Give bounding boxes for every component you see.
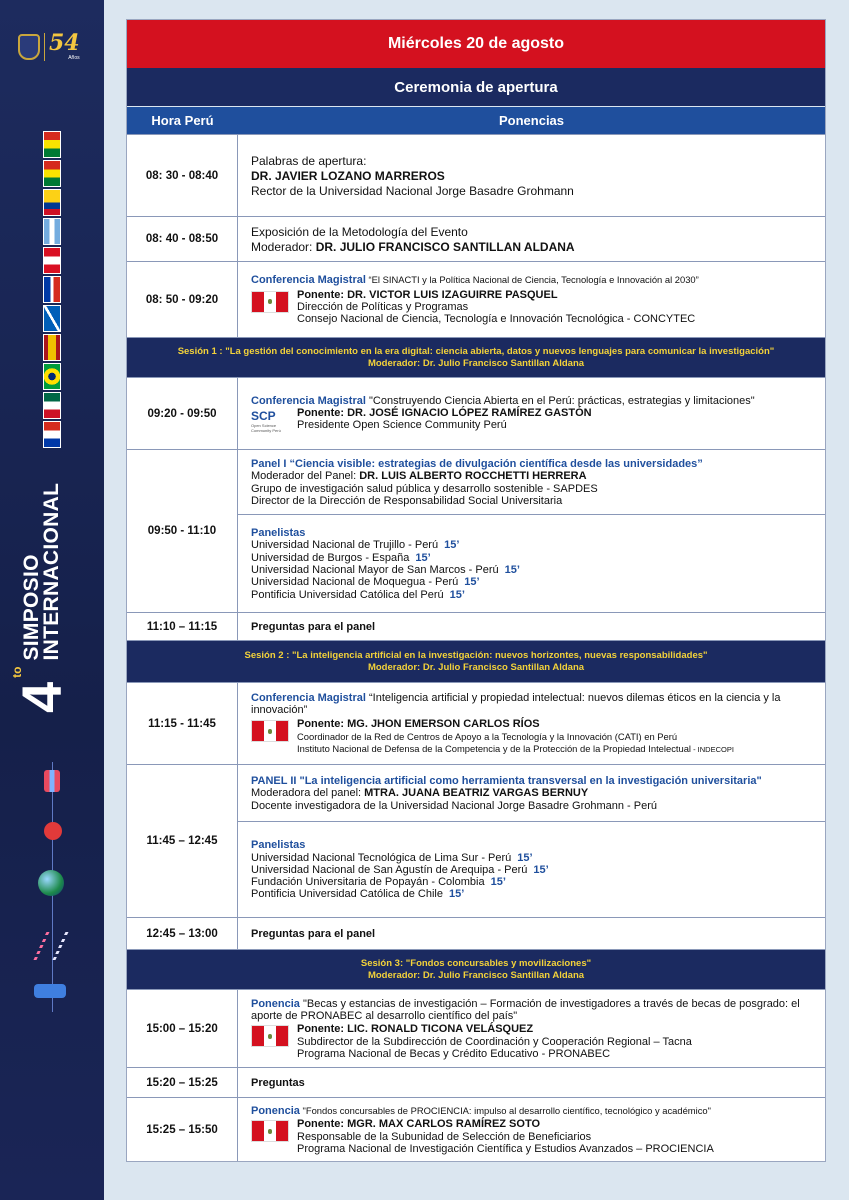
panelists-label: Panelistas: [251, 527, 306, 540]
table-row: [127, 216, 825, 261]
row-content: [238, 378, 825, 449]
talk-type-label: Conferencia Magistral: [251, 394, 366, 407]
title-line-2: INTERNACIONAL: [40, 482, 63, 661]
brazil-flag-icon: [43, 363, 61, 390]
talk-type-label: Conferencia Magistral: [251, 274, 366, 287]
table-row: [127, 1067, 825, 1097]
panelist-name: Pontificia Universidad Católica del Perú: [251, 588, 444, 601]
row-line: Dirección de Políticas y Programas: [297, 301, 469, 313]
row-time: 11:15 - 11:45: [127, 683, 238, 764]
peru-flag-icon: [43, 247, 61, 274]
table-row: [127, 682, 825, 764]
panelist-duration: 15’: [504, 564, 520, 576]
row-content: [238, 217, 825, 261]
talk-type-label: Conferencia Magistral: [251, 691, 366, 704]
flask-icon: [44, 822, 62, 840]
session-title: Sesión 2 : "La inteligencia artificial en la investigación: nuevos horizontes, nuevas responsabilidades": [244, 649, 708, 661]
bolivia-flag-icon: [43, 160, 61, 187]
edition-number: 4: [10, 681, 73, 713]
session-header: [127, 640, 825, 682]
row-line: Presidente Open Science Community Perú: [297, 419, 507, 432]
speaker-name: Ponente: MGR. MAX CARLOS RAMÍREZ SOTO: [297, 1118, 541, 1131]
row-line: Grupo de investigación salud pública y desarrollo sostenible - SAPDES: [251, 482, 598, 495]
panelist-duration: 15’: [449, 588, 465, 601]
row-line: Programa Nacional de Becas y Crédito Educativo - PRONABEC: [297, 1047, 611, 1060]
moderator-name: DR. JULIO FRANCISCO SANTILLAN ALDANA: [315, 239, 575, 254]
row-line: Responsable de la Subunidad de Selección de Beneficiarios: [297, 1130, 592, 1143]
table-header: [127, 106, 825, 134]
session-moderator: Moderador: Dr. Julio Francisco Santillan Aldana: [367, 357, 585, 369]
science-illustration: [30, 762, 80, 1022]
moderator-label: Moderador del Panel:: [251, 470, 360, 483]
ceremony-banner: Ceremonia de apertura: [127, 68, 825, 106]
test-tubes-icon: [44, 770, 60, 792]
list-item: [251, 539, 817, 551]
row-line: Consejo Nacional de Ciencia, Tecnología e Innovación Tecnológica - CONCYTEC: [297, 313, 696, 326]
talk-topic: “Inteligencia artificial y propiedad intelectual: nuevos dilemas éticos en la ciencia y la innovación”: [251, 691, 781, 717]
speaker-name: Ponente: DR. JOSÉ IGNACIO LÓPEZ RAMÍREZ GASTÓN: [297, 407, 592, 420]
panelist-duration: 15’: [464, 576, 480, 589]
panelist-duration: 15’: [517, 851, 533, 864]
header-time: Hora Perú: [151, 113, 214, 128]
scotland-flag-icon: [43, 305, 61, 332]
row-time: 08: 40 - 08:50: [127, 217, 238, 261]
row-time: 15:25 – 15:50: [127, 1098, 238, 1161]
day-banner: Miércoles 20 de agosto: [127, 20, 825, 68]
table-row: [127, 377, 825, 449]
row-time: 15:00 – 15:20: [127, 990, 238, 1067]
microscope-icon: [34, 984, 66, 998]
peru-flag-icon: [251, 720, 289, 742]
sidebar: [0, 0, 104, 1200]
colombia-flag-icon: [43, 189, 61, 216]
panelist-duration: 15’: [415, 551, 431, 564]
row-time: 15:20 – 15:25: [127, 1068, 238, 1097]
header-talks: Ponencias: [498, 113, 565, 128]
dna-icon: [33, 932, 68, 960]
speaker-name: DR. JAVIER LOZANO MARREROS: [251, 168, 445, 183]
symposium-vertical-title: [4, 482, 80, 713]
row-content: [238, 683, 825, 764]
list-item: [251, 888, 817, 900]
moderator-name: MTRA. JUANA BEATRIZ VARGAS BERNUY: [364, 787, 589, 800]
row-time: 09:50 - 11:10: [127, 450, 238, 612]
panelist-duration: 15’: [448, 888, 465, 901]
table-row: [127, 917, 825, 949]
moderator-label: Moderadora del panel:: [251, 787, 365, 800]
panelist-name: Universidad Nacional Mayor de San Marcos - Perú: [251, 564, 499, 576]
table-row: [127, 449, 825, 612]
table-row: [127, 612, 825, 640]
bolivia-flag-icon: [43, 131, 61, 158]
row-content: [238, 135, 825, 216]
title-line-1: SIMPOSIO: [20, 554, 43, 661]
panelists-block: [238, 514, 825, 612]
moderator-name: DR. LUIS ALBERTO ROCCHETTI HERRERA: [359, 470, 587, 483]
country-flags: [43, 131, 61, 450]
row-content: [238, 990, 825, 1067]
row-content: Preguntas para el panel: [251, 927, 376, 940]
panelist-duration: 15’: [444, 539, 460, 552]
panelist-name: Fundación Universitaria de Popayán - Colombia: [251, 876, 485, 889]
session-title: Sesión 3: "Fondos concursables y movilizaciones": [360, 957, 592, 969]
panel-title: PANEL II "La inteligencia artificial como herramienta transversal en la investigación universitaria": [251, 775, 762, 788]
row-line: Instituto Nacional de Defensa de la Competencia y de la Protección de la Propiedad Intelectual: [297, 742, 691, 754]
panelist-name: Universidad Nacional de Trujillo - Perú: [251, 539, 439, 552]
row-time: 11:10 – 11:15: [127, 613, 238, 640]
chile-flag-icon: [43, 276, 61, 303]
speaker-name: Ponente: DR. VICTOR LUIS IZAGUIRRE PASQUEL: [297, 288, 558, 301]
talk-topic: "Fondos concursables de PROCIENCIA: impulso al desarrollo científico, tecnológico y académico": [302, 1104, 711, 1116]
row-time: 11:45 – 12:45: [127, 765, 238, 917]
logo-subtitle: Open Science Community Perú: [251, 423, 281, 434]
row-line: Programa Nacional de Investigación Científica y Estudios Avanzados – PROCIENCIA: [297, 1142, 714, 1155]
globe-icon: [38, 870, 64, 896]
list-item: [251, 564, 817, 576]
list-item: [251, 552, 817, 564]
anniversary-number: 54: [49, 30, 80, 56]
university-logo: [18, 32, 80, 61]
row-content: Preguntas: [251, 1076, 305, 1089]
university-crest-icon: [18, 34, 40, 60]
talk-type-label: Ponencia: [251, 1104, 300, 1117]
schedule-table: [126, 19, 826, 1162]
session-header: [127, 337, 825, 377]
panelist-name: Universidad Nacional de San Agustín de Arequipa - Perú: [251, 863, 528, 876]
row-line: Subdirector de la Subdirección de Coordinación y Cooperación Regional – Tacna: [297, 1035, 692, 1048]
row-time: 08: 30 - 08:40: [127, 135, 238, 216]
spain-flag-icon: [43, 334, 61, 361]
table-row: [127, 1097, 825, 1161]
table-row: [127, 989, 825, 1067]
session-header: [127, 949, 825, 989]
argentina-flag-icon: [43, 218, 61, 245]
list-item: [251, 864, 817, 876]
table-row: [127, 261, 825, 337]
row-line: Docente investigadora de la Universidad Nacional Jorge Basadre Grohmann - Perú: [251, 799, 658, 812]
panelist-name: Universidad de Burgos - España: [251, 551, 410, 564]
row-time: 09:20 - 09:50: [127, 378, 238, 449]
talk-type-label: Ponencia: [251, 997, 300, 1010]
edition-suffix: to: [10, 666, 24, 678]
moderator-label: Moderador:: [251, 239, 316, 254]
row-content: [238, 450, 825, 612]
session-moderator: Moderador: Dr. Julio Francisco Santillan Aldana: [367, 661, 585, 673]
paraguay-flag-icon: [43, 421, 61, 448]
row-line: Director de la Dirección de Responsabilidad Social Universitaria: [251, 494, 563, 507]
list-item: [251, 576, 817, 588]
panelist-duration: 15’: [490, 876, 506, 889]
speaker-name: Ponente: LIC. RONALD TICONA VELÁSQUEZ: [297, 1023, 534, 1036]
row-content: [238, 262, 825, 337]
talk-topic: "Becas y estancias de investigación – Formación de investigadores a través de becas de posgrado: el aporte de PRONABEC al desarrollo científico del país": [251, 997, 800, 1023]
row-content: Preguntas para el panel: [251, 620, 376, 633]
mexico-flag-icon: [43, 392, 61, 419]
panelist-duration: 15’: [533, 863, 549, 876]
panelists-block: [238, 821, 825, 917]
row-line: Rector de la Universidad Nacional Jorge Basadre Grohmann: [251, 183, 574, 198]
panelist-name: Universidad Nacional de Moquegua - Perú: [251, 576, 459, 589]
panelists-label: Panelistas: [251, 839, 306, 852]
row-content: [238, 1098, 825, 1161]
panelist-name: Pontificia Universidad Católica de Chile: [251, 888, 443, 901]
peru-flag-icon: [251, 1120, 289, 1142]
row-time: 08: 50 - 09:20: [127, 262, 238, 337]
list-item: [251, 876, 817, 888]
peru-flag-icon: [251, 1025, 289, 1047]
row-line: Exposición de la Metodología del Evento: [251, 224, 468, 239]
logo-text: SCP: [251, 409, 276, 424]
talk-topic: "Construyendo Ciencia Abierta en el Perú: prácticas, estrategias y limitaciones": [368, 394, 755, 407]
list-item: [251, 589, 817, 601]
scp-logo: [251, 407, 289, 433]
table-row: [127, 764, 825, 917]
row-line: Coordinador de la Red de Centros de Apoyo a la Tecnología y la Innovación (CATI) en Perú: [297, 730, 678, 742]
table-row: [127, 134, 825, 216]
speaker-name: Ponente: MG. JHON EMERSON CARLOS RÍOS: [297, 718, 540, 731]
row-time: 12:45 – 13:00: [127, 918, 238, 949]
list-item: [251, 852, 817, 864]
row-line: Palabras de apertura:: [251, 153, 367, 168]
talk-topic: “El SINACTI y la Política Nacional de Ciencia, Tecnología e Innovación al 2030”: [368, 274, 699, 286]
panel-title: Panel I “Ciencia visible: estrategias de divulgación científica desde las universidades”: [251, 457, 703, 470]
anniversary-label: Años: [68, 55, 80, 61]
institution-suffix: - INDECOPI: [691, 744, 734, 754]
panelist-name: Universidad Nacional Tecnológica de Lima Sur - Perú: [251, 851, 512, 864]
peru-flag-icon: [251, 291, 289, 313]
row-content: [238, 765, 825, 917]
session-moderator: Moderador: Dr. Julio Francisco Santillan Aldana: [367, 969, 585, 981]
logo-divider: [44, 33, 45, 61]
session-title: Sesión 1 : "La gestión del conocimiento en la era digital: ciencia abierta, datos y nuevos lenguajes para comunicar la investigación": [177, 345, 775, 357]
